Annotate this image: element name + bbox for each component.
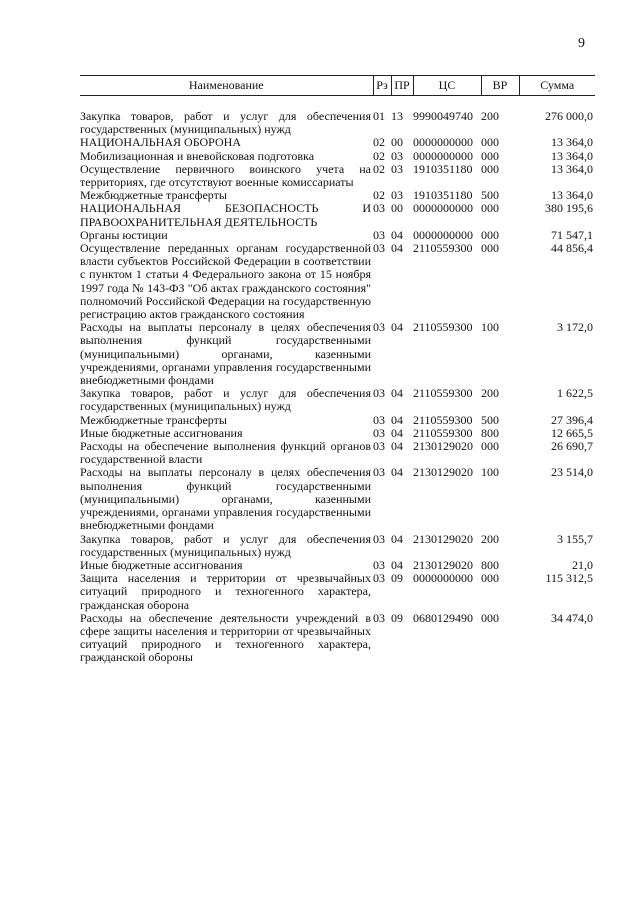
cell-vr: 000 [481, 439, 499, 454]
cell-sum: 13 364,0 [551, 161, 593, 176]
cell-rz: 02 [373, 148, 385, 163]
cell-name: Расходы на обеспечение деятельности учреждений в сфере защиты населения и территории от чрезвычайных ситуаций природного и техногенного характера, гражданской обороны [80, 610, 371, 665]
cell-name: Межбюджетные трансферты [80, 188, 227, 203]
table-row [80, 612, 595, 665]
cell-vr: 200 [481, 386, 499, 401]
cell-rz: 03 [373, 557, 385, 572]
cell-vr: 500 [481, 188, 499, 203]
table-row [80, 440, 595, 466]
cell-pr: 04 [391, 465, 403, 480]
cell-vr: 000 [481, 571, 499, 586]
cell-cs: 2110559300 [413, 386, 473, 401]
cell-name: Иные бюджетные ассигнования [80, 425, 243, 440]
cell-name: Иные бюджетные ассигнования [80, 557, 243, 572]
cell-pr: 03 [391, 148, 403, 163]
cell-sum: 34 474,0 [551, 610, 593, 625]
table-row [80, 533, 595, 559]
cell-rz: 02 [373, 188, 385, 203]
cell-vr: 800 [481, 557, 499, 572]
cell-pr: 04 [391, 557, 403, 572]
cell-pr: 04 [391, 439, 403, 454]
cell-sum: 115 312,5 [545, 571, 593, 586]
cell-rz: 02 [373, 135, 385, 150]
cell-name: Межбюджетные трансферты [80, 412, 227, 427]
table-body [80, 96, 595, 665]
cell-rz: 03 [373, 610, 385, 625]
cell-rz: 03 [373, 386, 385, 401]
cell-rz: 03 [373, 425, 385, 440]
table-row [80, 387, 595, 413]
cell-sum: 12 665,5 [551, 425, 593, 440]
cell-pr: 09 [391, 610, 403, 625]
cell-pr: 04 [391, 412, 403, 427]
cell-cs: 0000000000 [413, 135, 473, 150]
cell-cs: 2110559300 [413, 425, 473, 440]
cell-cs: 0680129490 [413, 610, 473, 625]
cell-sum: 21,0 [572, 557, 593, 572]
cell-pr: 00 [391, 201, 403, 216]
table-row [80, 96, 595, 137]
header-cs: ЦС [413, 76, 481, 96]
cell-cs: 0000000000 [413, 571, 473, 586]
cell-vr: 500 [481, 412, 499, 427]
cell-pr: 04 [391, 227, 403, 242]
cell-name: Органы юстиции [80, 227, 168, 242]
cell-cs: 2110559300 [413, 320, 473, 335]
cell-cs: 2110559300 [413, 241, 473, 256]
cell-sum: 13 364,0 [551, 188, 593, 203]
table-row [80, 321, 595, 387]
cell-sum: 23 514,0 [551, 465, 593, 480]
cell-pr: 04 [391, 386, 403, 401]
cell-cs: 0000000000 [413, 201, 473, 216]
cell-sum: 3 155,7 [557, 531, 593, 546]
cell-sum: 44 856,4 [551, 241, 593, 256]
cell-vr: 000 [481, 227, 499, 242]
cell-name: Расходы на обеспечение выполнения функций органов государственной власти [80, 439, 371, 467]
cell-rz: 03 [373, 571, 385, 586]
cell-rz: 03 [373, 465, 385, 480]
cell-sum: 13 364,0 [551, 135, 593, 150]
cell-cs: 1910351180 [413, 188, 473, 203]
cell-pr: 04 [391, 241, 403, 256]
cell-vr: 000 [481, 241, 499, 256]
cell-pr: 04 [391, 320, 403, 335]
cell-cs: 0000000000 [413, 148, 473, 163]
table-row [80, 150, 595, 163]
cell-vr: 100 [481, 320, 499, 335]
cell-vr: 000 [481, 135, 499, 150]
cell-vr: 800 [481, 425, 499, 440]
cell-pr: 03 [391, 161, 403, 176]
cell-vr: 000 [481, 161, 499, 176]
table-row [80, 466, 595, 532]
header-vr: ВР [481, 76, 519, 96]
cell-cs: 2110559300 [413, 412, 473, 427]
cell-cs: 9990049740 [413, 109, 473, 123]
cell-name: Расходы на выплаты персоналу в целях обеспечения выполнения функций государственными (муниципальными) органами, казенными учреждениями, органами управления государственными внебюджетными фондами [80, 320, 371, 388]
cell-name: Осуществление первичного воинского учета на территориях, где отсутствуют военные комиссариаты [80, 161, 371, 190]
cell-sum: 1 622,5 [557, 386, 593, 401]
cell-name: Мобилизационная и вневойсковая подготовка [80, 148, 315, 163]
cell-rz: 03 [373, 241, 385, 256]
table-row [80, 414, 595, 427]
cell-cs: 2130129020 [413, 439, 473, 454]
cell-sum: 27 396,4 [551, 412, 593, 427]
table-row [80, 242, 595, 321]
cell-pr: 00 [391, 135, 403, 150]
table-row [80, 202, 595, 228]
cell-cs: 2130129020 [413, 465, 473, 480]
cell-rz: 02 [373, 161, 385, 176]
cell-name: НАЦИОНАЛЬНАЯ БЕЗОПАСНОСТЬ И ПРАВООХРАНИТЕЛЬНАЯ ДЕЯТЕЛЬНОСТЬ [80, 201, 371, 229]
cell-rz: 01 [373, 109, 385, 123]
cell-sum: 276 000,0 [545, 109, 593, 123]
page-number: 9 [578, 36, 585, 51]
cell-name: Расходы на выплаты персоналу в целях обеспечения выполнения функций государственными (муниципальными) органами, казенными учреждениями, органами управления государственными внебюджетными фондами [80, 465, 371, 533]
cell-sum: 71 547,1 [551, 227, 593, 242]
cell-name: Закупка товаров, работ и услуг для обеспечения государственных (муниципальных) нужд [80, 386, 371, 414]
cell-pr: 04 [391, 531, 403, 546]
cell-cs: 0000000000 [413, 227, 473, 242]
cell-rz: 03 [373, 201, 385, 216]
cell-pr: 03 [391, 188, 403, 203]
cell-rz: 03 [373, 531, 385, 546]
cell-name: Защита населения и территории от чрезвычайных ситуаций природного и техногенного характера, гражданская оборона [80, 571, 371, 612]
header-pr: ПР [391, 76, 413, 96]
cell-rz: 03 [373, 320, 385, 335]
cell-sum: 13 364,0 [551, 148, 593, 163]
cell-pr: 13 [391, 109, 403, 123]
header-sum: Сумма [519, 76, 595, 96]
cell-vr: 000 [481, 148, 499, 163]
cell-sum: 380 195,6 [545, 201, 593, 216]
cell-name: НАЦИОНАЛЬНАЯ ОБОРОНА [80, 135, 241, 150]
table-row [80, 572, 595, 612]
cell-pr: 04 [391, 425, 403, 440]
cell-rz: 03 [373, 439, 385, 454]
cell-name: Закупка товаров, работ и услуг для обеспечения государственных (муниципальных) нужд [80, 109, 371, 137]
cell-vr: 200 [481, 531, 499, 546]
header-name: Наименование [80, 76, 373, 96]
cell-name: Осуществление переданных органам государственной власти субъектов Российской Федерации в соответствии с пунктом 1 статьи 4 Федерального закона от 15 ноября 1997 года № 143-ФЗ "Об актах гражданского состояния" полномочий Российской Федерации на государственную регистрацию актов гражданского состояния [80, 241, 371, 322]
cell-cs: 2130129020 [413, 557, 473, 572]
cell-cs: 2130129020 [413, 531, 473, 546]
cell-vr: 100 [481, 465, 499, 480]
budget-table [80, 75, 595, 665]
cell-vr: 000 [481, 201, 499, 216]
cell-rz: 03 [373, 227, 385, 242]
table-row [80, 136, 595, 149]
cell-sum: 3 172,0 [557, 320, 593, 335]
cell-cs: 1910351180 [413, 161, 473, 176]
header-rz: Рз [373, 76, 391, 96]
cell-sum: 26 690,7 [551, 439, 593, 454]
cell-name: Закупка товаров, работ и услуг для обеспечения государственных (муниципальных) нужд [80, 531, 371, 559]
cell-vr: 000 [481, 610, 499, 625]
cell-rz: 03 [373, 412, 385, 427]
cell-vr: 200 [481, 109, 499, 123]
table-row [80, 163, 595, 189]
table-header-row [80, 76, 595, 96]
cell-pr: 09 [391, 571, 403, 586]
